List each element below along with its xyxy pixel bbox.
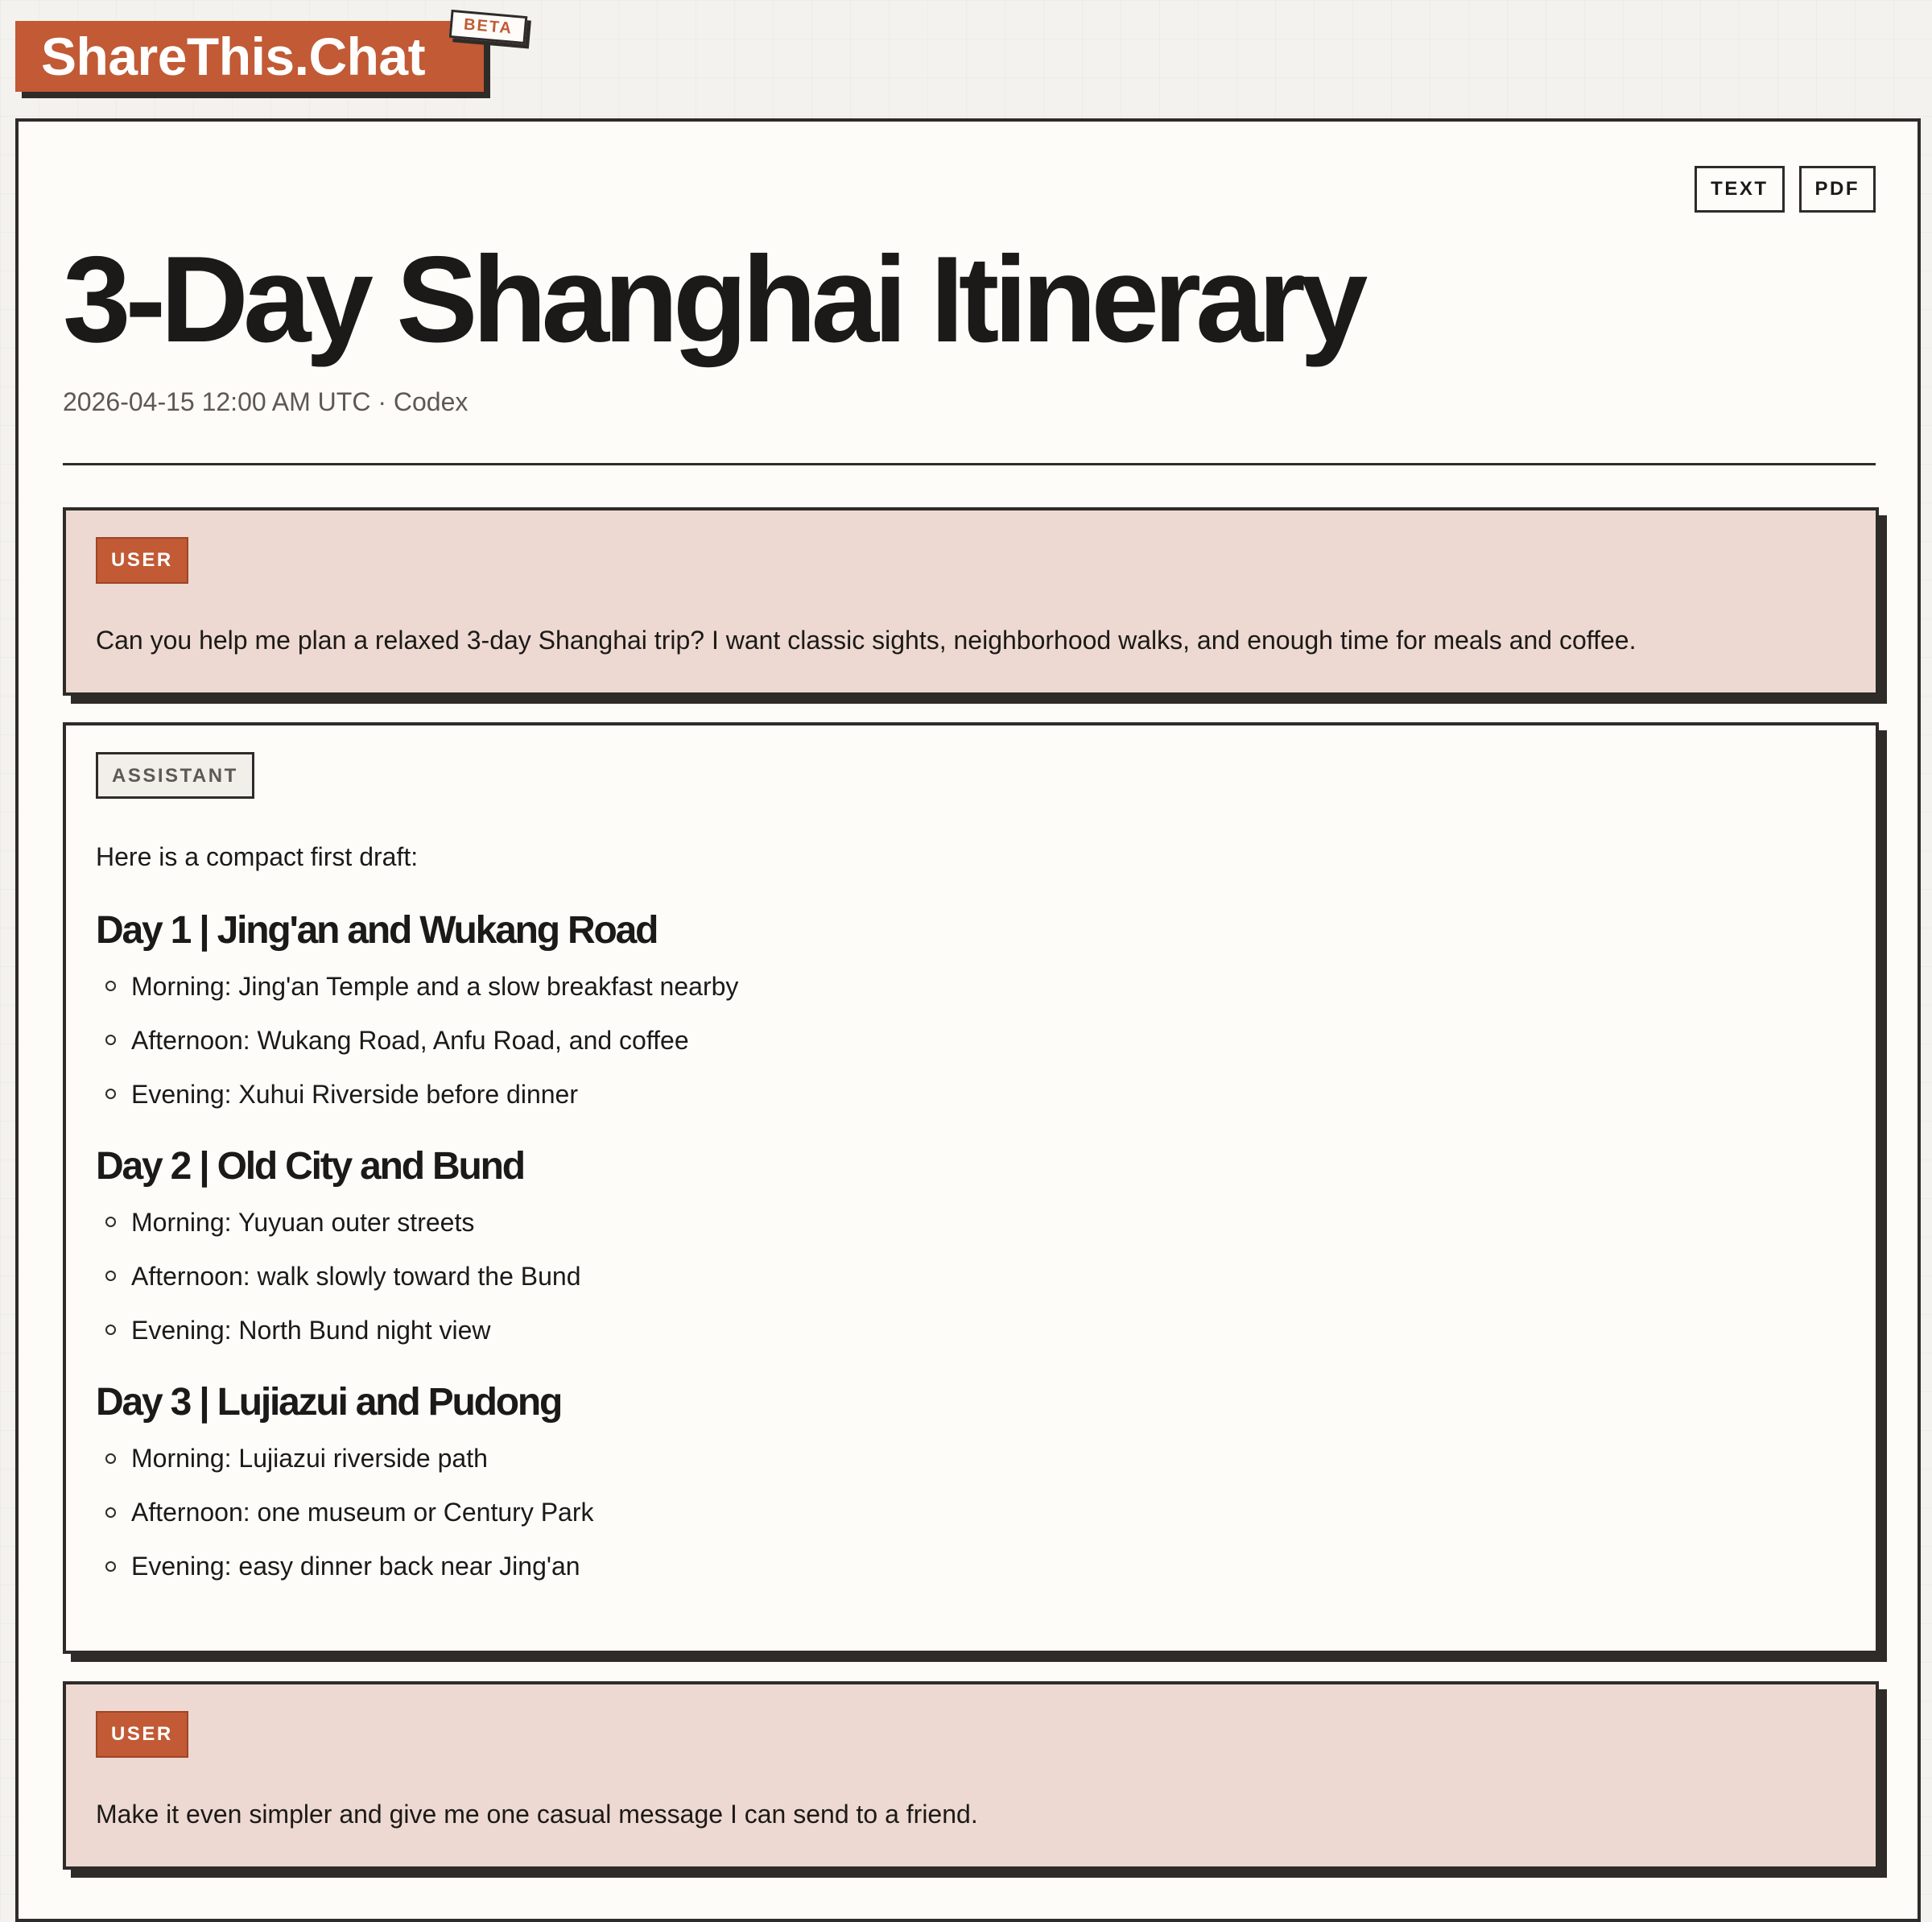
export-text-button[interactable]: TEXT [1695, 166, 1784, 213]
bullet-icon [105, 1035, 116, 1045]
list-item [96, 1206, 1846, 1238]
bullet-icon [105, 1271, 116, 1281]
role-badge-user: USER [96, 1711, 188, 1758]
list-item [96, 1496, 1846, 1528]
brand-logo[interactable] [15, 15, 514, 92]
list-item-text: Evening: Xuhui Riverside before dinner [131, 1079, 578, 1109]
list-item [96, 970, 1846, 1002]
list-item-text: Morning: Lujiazui riverside path [131, 1444, 488, 1474]
user-message [63, 1681, 1879, 1870]
list-item [96, 1550, 1846, 1582]
assistant-message [63, 722, 1879, 1654]
day-2-list [96, 1206, 1846, 1346]
day-1-heading: Day 1 | Jing'an and Wukang Road [96, 908, 658, 952]
list-item [96, 1314, 1846, 1346]
list-item-text: Morning: Yuyuan outer streets [131, 1207, 475, 1237]
export-pdf-button[interactable]: PDF [1799, 166, 1876, 213]
bullet-icon [105, 981, 116, 991]
list-item-text: Evening: North Bund night view [131, 1315, 491, 1345]
list-item [96, 1024, 1846, 1056]
page-title: 3-Day Shanghai Itinerary [63, 231, 1363, 368]
role-badge-user: USER [96, 537, 188, 584]
day-2-heading: Day 2 | Old City and Bund [96, 1144, 524, 1188]
conversation-meta: 2026-04-15 12:00 AM UTC · Codex [63, 387, 469, 416]
header-divider [63, 463, 1876, 465]
list-item-text: Afternoon: Wukang Road, Anfu Road, and coffee [131, 1025, 689, 1055]
list-item [96, 1078, 1846, 1110]
list-item-text: Afternoon: walk slowly toward the Bund [131, 1261, 581, 1291]
conversation-page [15, 118, 1921, 1922]
day-3-list [96, 1442, 1846, 1582]
user-message [63, 507, 1879, 696]
list-item-text: Evening: easy dinner back near Jing'an [131, 1552, 580, 1581]
list-item [96, 1260, 1846, 1292]
brand-name[interactable]: ShareThis.Chat [15, 21, 484, 92]
bullet-icon [105, 1453, 116, 1464]
bullet-icon [105, 1089, 116, 1099]
message-text: Can you help me plan a relaxed 3-day Shanghai trip? I want classic sights, neighborhood walks, and enough time for meals and coffee. [96, 626, 1637, 655]
beta-tag: BETA [449, 10, 528, 44]
export-actions [1695, 166, 1876, 213]
role-badge-assistant: ASSISTANT [96, 752, 254, 799]
bullet-icon [105, 1325, 116, 1335]
list-item-text: Afternoon: one museum or Century Park [131, 1498, 594, 1527]
bullet-icon [105, 1507, 116, 1518]
message-intro: Here is a compact first draft: [96, 842, 419, 871]
day-3-heading: Day 3 | Lujiazui and Pudong [96, 1380, 562, 1424]
list-item-text: Morning: Jing'an Temple and a slow breakfast nearby [131, 971, 739, 1001]
bullet-icon [105, 1217, 116, 1227]
bullet-icon [105, 1561, 116, 1572]
day-1-list [96, 970, 1846, 1110]
list-item [96, 1442, 1846, 1474]
message-text: Make it even simpler and give me one casual message I can send to a friend. [96, 1800, 978, 1829]
